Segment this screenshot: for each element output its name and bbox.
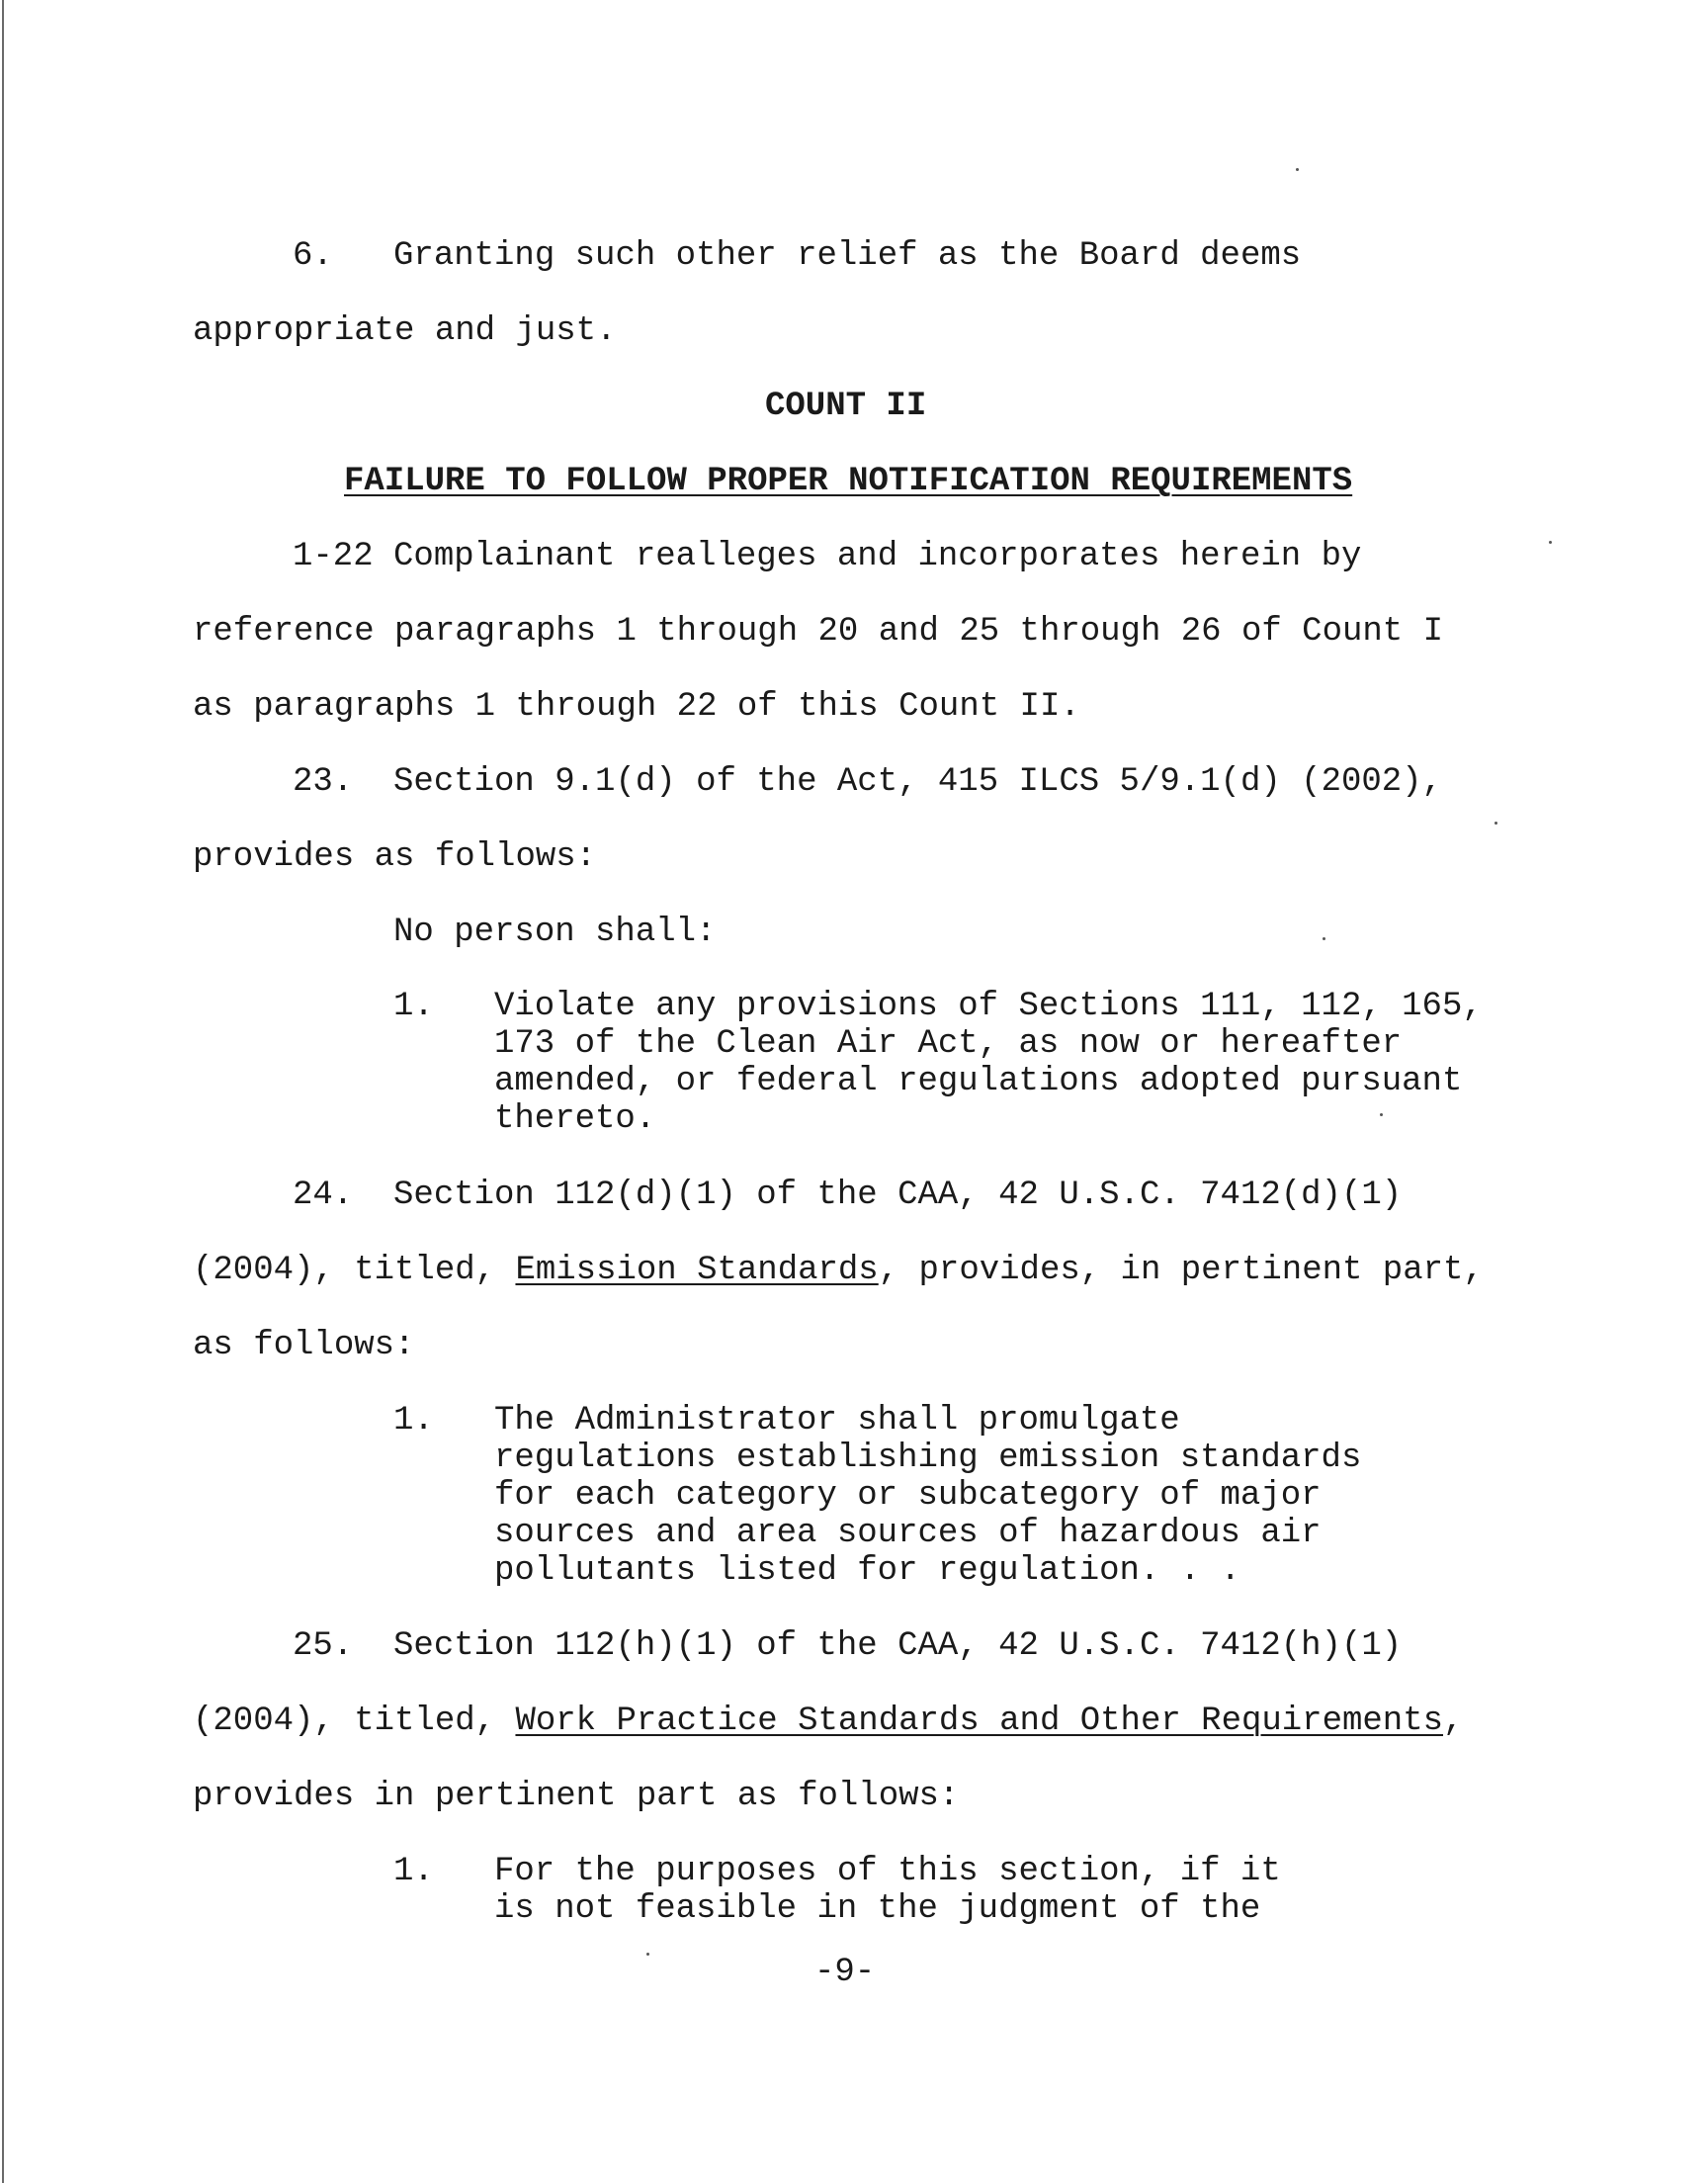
scan-edge-line — [2, 0, 4, 2183]
paragraph-24-line-3: as follows: — [193, 1327, 415, 1364]
paragraph-24-line-1: 24. Section 112(d)(1) of the CAA, 42 U.S.C. 7412(d)(1) — [293, 1177, 1403, 1214]
quote-24-number: 1. — [393, 1402, 434, 1440]
paragraph-24-line-2-start: (2004), titled, — [193, 1252, 516, 1289]
scan-speck — [1494, 822, 1497, 825]
scan-speck — [1323, 937, 1325, 940]
paragraph-24-line-2 — [193, 1252, 1484, 1289]
quote-24-line-4: sources and area sources of hazardous air — [494, 1515, 1322, 1552]
paragraph-24-line-2-end: , provides, in pertinent part, — [878, 1252, 1484, 1289]
quote-23-line-1: Violate any provisions of Sections 111, 112, 165, — [494, 988, 1483, 1025]
quote-23-line-3: amended, or federal regulations adopted pursuant — [494, 1063, 1463, 1100]
page-number: -9- — [814, 1954, 876, 1991]
emission-standards-title: Emission Standards — [515, 1252, 879, 1289]
paragraph-25-line-2-end: , — [1443, 1703, 1464, 1740]
quote-23-line-2: 173 of the Clean Air Act, as now or hereafter — [494, 1025, 1403, 1063]
scan-speck — [646, 1953, 649, 1956]
paragraph-23-line-1: 23. Section 9.1(d) of the Act, 415 ILCS 5/9.1(d) (2002), — [293, 763, 1442, 801]
paragraph-6-line-1: 6. Granting such other relief as the Board deems — [293, 237, 1302, 275]
quote-25-number: 1. — [393, 1853, 434, 1890]
quote-25-line-1: For the purposes of this section, if it — [494, 1853, 1281, 1890]
paragraph-1-22-line-1: 1-22 Complainant realleges and incorporates herein by — [293, 538, 1362, 575]
count-heading: COUNT II — [765, 388, 927, 425]
quote-23-intro: No person shall: — [393, 914, 717, 951]
paragraph-25-line-2-start: (2004), titled, — [193, 1703, 516, 1740]
quote-24-line-2: regulations establishing emission standards — [494, 1440, 1362, 1477]
paragraph-1-22-line-2: reference paragraphs 1 through 20 and 25 through 26 of Count I — [193, 613, 1444, 651]
quote-24-line-5: pollutants listed for regulation. . . — [494, 1552, 1240, 1590]
work-practice-standards-title: Work Practice Standards and Other Requirements — [515, 1703, 1444, 1740]
paragraph-25-line-2 — [193, 1703, 1463, 1740]
paragraph-25-line-1: 25. Section 112(h)(1) of the CAA, 42 U.S.C. 7412(h)(1) — [293, 1627, 1403, 1665]
quote-23-number: 1. — [393, 988, 434, 1025]
paragraph-1-22-line-3: as paragraphs 1 through 22 of this Count II. — [193, 688, 1080, 726]
scan-speck — [1380, 1113, 1383, 1116]
quote-23-line-4: thereto. — [494, 1100, 656, 1138]
quote-25-line-2: is not feasible in the judgment of the — [494, 1890, 1261, 1928]
scan-speck — [1296, 168, 1299, 171]
quote-24-line-1: The Administrator shall promulgate — [494, 1402, 1180, 1440]
paragraph-6-line-2: appropriate and just. — [193, 312, 617, 350]
scan-speck — [1549, 541, 1552, 544]
paragraph-25-line-3: provides in pertinent part as follows: — [193, 1778, 960, 1815]
quote-24-line-3: for each category or subcategory of major — [494, 1477, 1322, 1515]
count-title: FAILURE TO FOLLOW PROPER NOTIFICATION REQUIREMENTS — [344, 463, 1353, 500]
paragraph-23-line-2: provides as follows: — [193, 838, 597, 876]
